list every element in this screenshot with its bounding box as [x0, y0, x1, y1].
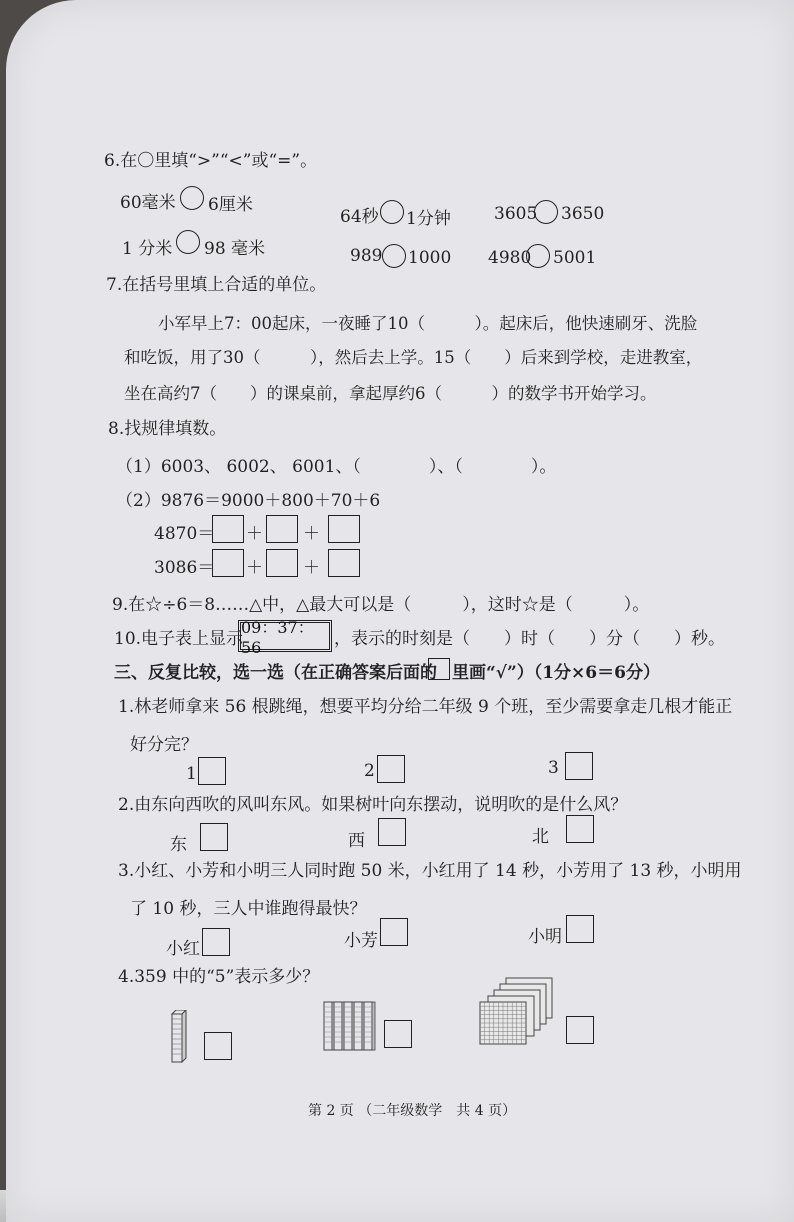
q8-title: 8.找规律填数。 [108, 419, 227, 439]
answer-box[interactable] [212, 515, 244, 543]
q7-text: 小军早上7：00起床，一夜睡了10（ ）。起床后，他快速刷牙、洗脸 [158, 314, 698, 333]
option-label: 小红 [166, 939, 200, 959]
answer-checkbox[interactable] [380, 918, 408, 946]
rods-tens-icon [322, 996, 382, 1054]
compare-circle[interactable] [380, 200, 404, 224]
q6-item: 6厘米 [208, 195, 253, 215]
answer-box[interactable] [328, 515, 360, 543]
q6-item: 4980 [488, 248, 532, 268]
q7-title: 7.在括号里填上合适的单位。 [106, 275, 327, 295]
answer-checkbox[interactable] [202, 928, 230, 956]
q7-text: 坐在高约7（ ）的课桌前，拿起厚约6（ ）的数学书开始学习。 [124, 384, 657, 403]
option-label: 西 [348, 831, 365, 851]
answer-checkbox[interactable] [378, 818, 406, 846]
answer-checkbox[interactable] [566, 915, 594, 943]
answer-checkbox[interactable] [377, 755, 405, 783]
p1-text: 好分完？ [130, 735, 198, 755]
q9-text: 9.在☆÷6＝8……△中，△最大可以是（ ），这时☆是（ ）。 [112, 595, 650, 615]
q6-item: 3650 [561, 204, 605, 224]
option-label: 小明 [528, 927, 562, 947]
compare-circle[interactable] [176, 230, 200, 254]
answer-box[interactable] [266, 515, 298, 543]
option-label: 北 [532, 827, 549, 847]
answer-checkbox[interactable] [566, 815, 594, 843]
answer-box[interactable] [212, 549, 244, 577]
q6-item: 3605 [494, 204, 538, 224]
option-label: 2 [364, 761, 375, 781]
compare-circle[interactable] [382, 244, 406, 268]
plus-sign: ＋ [246, 558, 263, 578]
q6-item: 64秒 [340, 207, 379, 227]
answer-box[interactable] [266, 549, 298, 577]
checkbox-legend [428, 658, 450, 680]
rod-one-icon [168, 1010, 188, 1066]
plus-sign: ＋ [303, 524, 320, 544]
compare-circle[interactable] [180, 186, 204, 210]
q10-suffix: ，表示的时刻是（ ）时（ ）分（ ）秒。 [334, 629, 725, 649]
answer-checkbox[interactable] [200, 823, 228, 851]
option-label: 小芳 [344, 931, 378, 951]
q10-prefix: 10.电子表上显示 [114, 629, 244, 649]
p3-text: 3.小红、小芳和小明三人同时跑 50 米，小红用了 14 秒，小芳用了 13 秒，小明用 [118, 861, 742, 881]
answer-checkbox[interactable] [565, 752, 593, 780]
digital-clock-display: 09：37：56 [238, 620, 332, 652]
q7-text: 和吃饭，用了30（ ），然后去上学。15（ ）后来到学校，走进教室， [124, 348, 703, 367]
answer-checkbox[interactable] [384, 1020, 412, 1048]
q8-part1: （1）6003、 6002、 6001、（ ）、（ ）。 [116, 457, 557, 477]
answer-checkbox[interactable] [204, 1032, 232, 1060]
q6-item: 5001 [553, 248, 597, 268]
q8-part2: （2）9876＝9000＋800＋70＋6 [116, 491, 381, 511]
plus-sign: ＋ [303, 558, 320, 578]
page-footer: 第 2 页 （二年级数学 共 4 页） [308, 1103, 517, 1119]
answer-checkbox[interactable] [566, 1016, 594, 1044]
p3-text: 了 10 秒，三人中谁跑得最快？ [130, 899, 367, 919]
p4-text: 4.359 中的“5”表示多少？ [118, 967, 320, 987]
q6-item: 1000 [408, 248, 452, 268]
answer-checkbox[interactable] [198, 757, 226, 785]
compare-circle[interactable] [526, 244, 550, 268]
section3-title: 三、反复比较，选一选（在正确答案后面的 [114, 663, 437, 683]
p2-text: 2.由东向西吹的风叫东风。如果树叶向东摆动，说明吹的是什么风？ [118, 795, 628, 815]
section3-title-rest: 里画“√”）（1分×6＝6分） [452, 663, 660, 683]
option-label: 1 [186, 764, 197, 784]
q6-item: 1 分米 [122, 239, 173, 259]
plus-sign: ＋ [246, 524, 263, 544]
q6-item: 98 毫米 [204, 239, 266, 259]
flats-hundreds-icon [476, 976, 560, 1048]
answer-box[interactable] [328, 549, 360, 577]
q8-eq-left: 4870＝ [154, 524, 215, 544]
compare-circle[interactable] [534, 200, 558, 224]
q8-eq-left: 3086＝ [154, 558, 215, 578]
option-label: 3 [548, 758, 559, 778]
p1-text: 1.林老师拿来 56 根跳绳，想要平均分给二年级 9 个班，至少需要拿走几根才能正 [118, 697, 733, 717]
q6-title: 6.在〇里填“>”“<”或“=”。 [104, 151, 318, 171]
option-label: 东 [170, 835, 187, 855]
q6-item: 60毫米 [120, 193, 176, 213]
q6-item: 1分钟 [406, 209, 451, 229]
q6-item: 989 [350, 246, 383, 266]
